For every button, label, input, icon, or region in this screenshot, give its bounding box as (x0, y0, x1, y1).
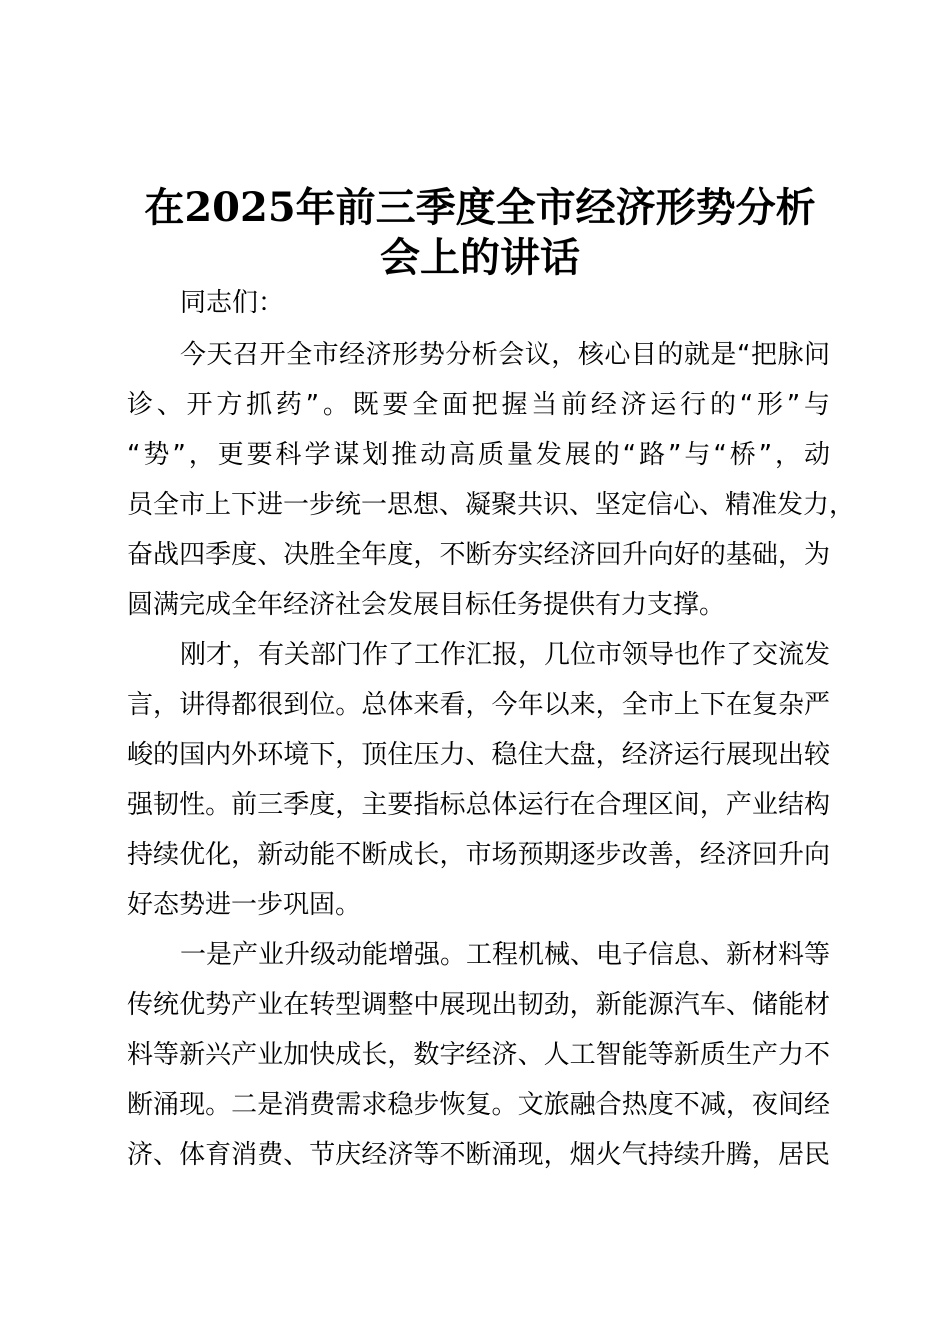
paragraph-1-line: “势”，更要科学谋划推动高质量发展的“路”与“桥”，动 (127, 440, 830, 470)
paragraph-3-line: 料等新兴产业加快成长，数字经济、人工智能等新质生产力不 (127, 1040, 830, 1070)
paragraph-3-line: 一是产业升级动能增强。工程机械、电子信息、新材料等 (180, 940, 831, 970)
paragraph-2-line: 强韧性。前三季度，主要指标总体运行在合理区间，产业结构 (127, 790, 830, 820)
paragraph-1-line: 员全市上下进一步统一思想、凝聚共识、坚定信心、精准发力， (127, 490, 856, 520)
paragraph-2-line: 刚才，有关部门作了工作汇报，几位市领导也作了交流发 (180, 640, 831, 670)
paragraph-2-line: 持续优化，新动能不断成长，市场预期逐步改善，经济回升向 (127, 840, 830, 870)
paragraph-2-line: 峻的国内外环境下，顶住压力、稳住大盘，经济运行展现出较 (127, 740, 830, 770)
paragraph-3-line: 济、体育消费、节庆经济等不断涌现，烟火气持续升腾，居民 (127, 1140, 830, 1170)
paragraph-1-line: 奋战四季度、决胜全年度，不断夯实经济回升向好的基础，为 (127, 540, 830, 570)
document-title-line-1: 在2025年前三季度全市经济形势分析 (144, 184, 816, 231)
paragraph-1-line: 圆满完成全年经济社会发展目标任务提供有力支撑。 (127, 590, 726, 620)
salutation: 同志们： (180, 288, 285, 318)
document-title-line-2: 会上的讲话 (380, 234, 580, 281)
paragraph-1-line: 诊、开方抓药”。既要全面把握当前经济运行的“形”与 (127, 390, 830, 420)
paragraph-3-line: 传统优势产业在转型调整中展现出韧劲，新能源汽车、储能材 (127, 990, 830, 1020)
paragraph-2-line: 好态势进一步巩固。 (127, 890, 362, 920)
paragraph-3-line: 断涌现。二是消费需求稳步恢复。文旅融合热度不减，夜间经 (127, 1090, 830, 1120)
paragraph-2-line: 言，讲得都很到位。总体来看，今年以来，全市上下在复杂严 (127, 690, 830, 720)
paragraph-1-line: 今天召开全市经济形势分析会议，核心目的就是“把脉问 (180, 340, 830, 370)
